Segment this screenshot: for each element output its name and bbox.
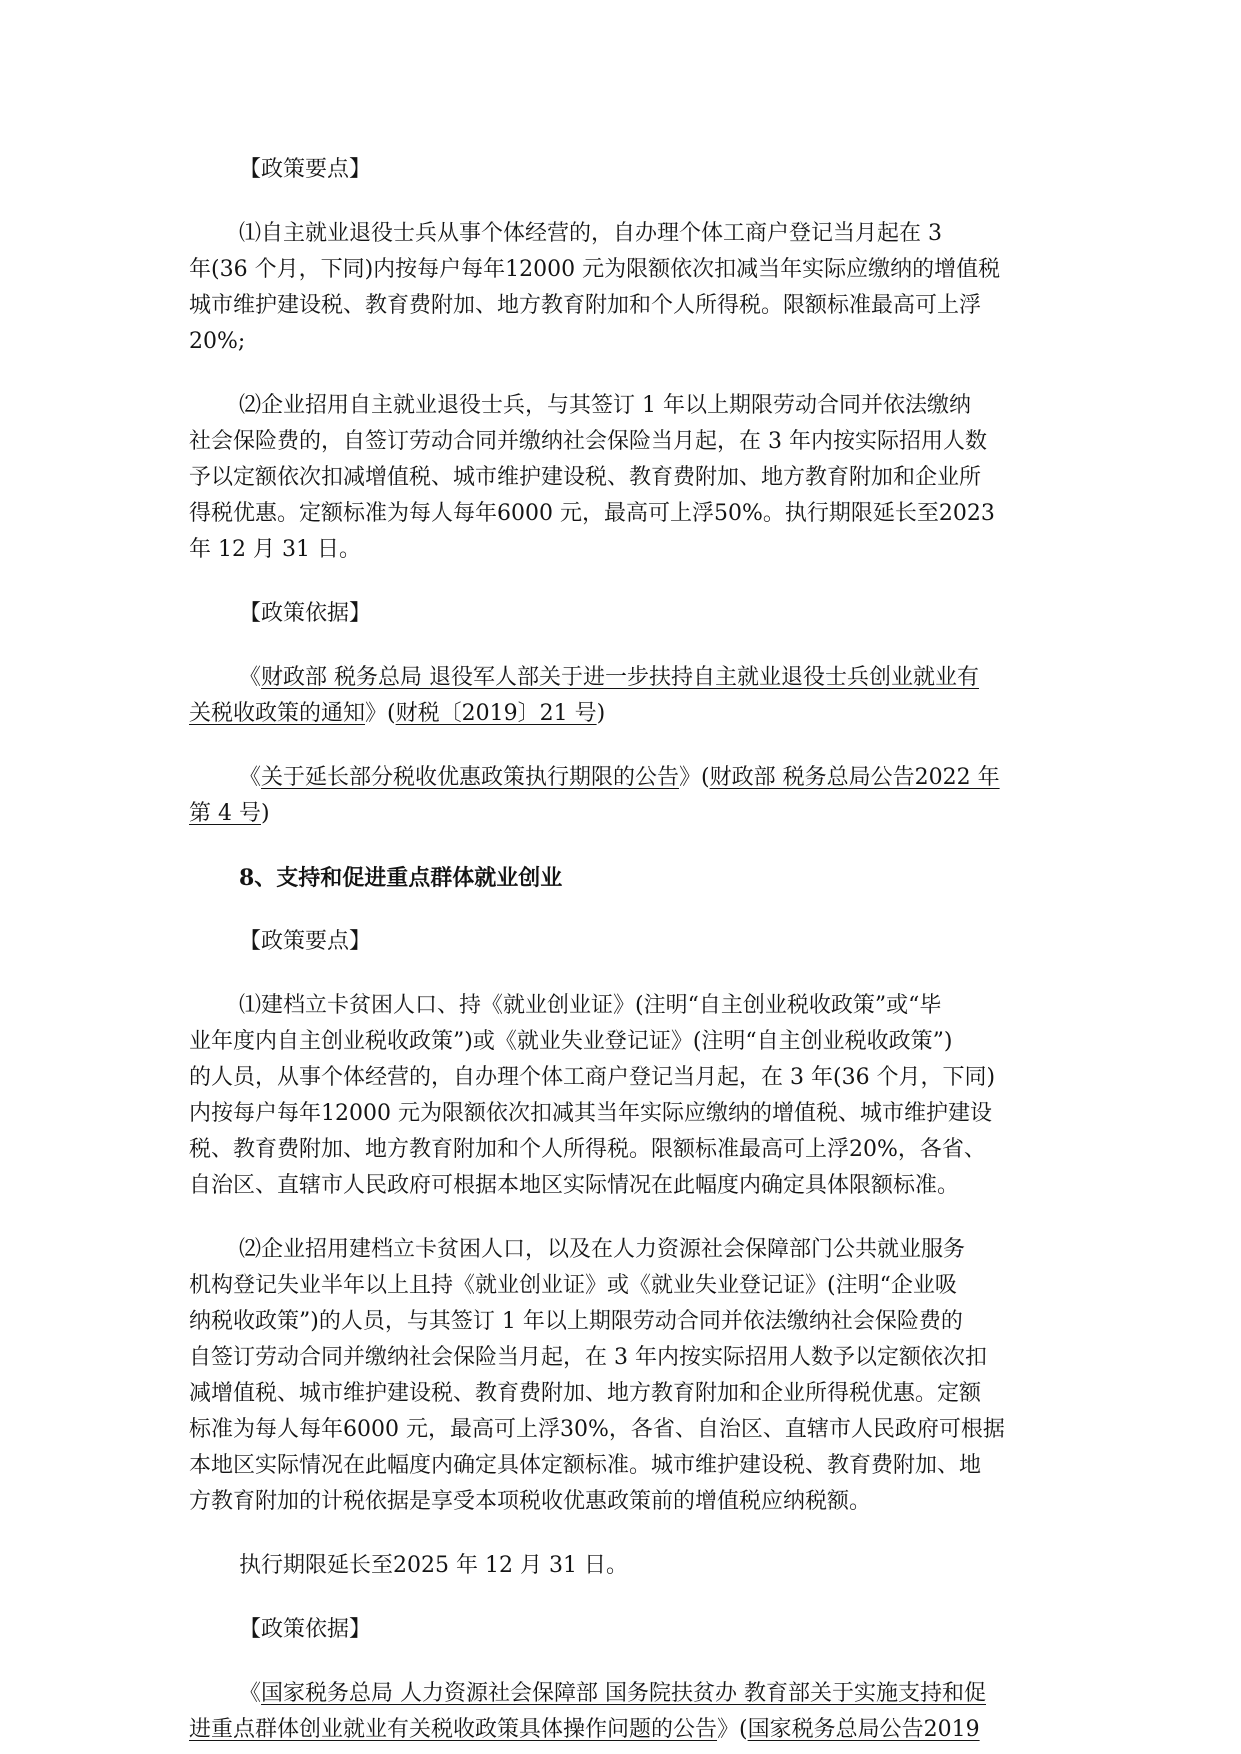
citation-link[interactable]: 国家税务总局 人力资源社会保障部 国务院扶贫办 教育部关于实施支持和促 xyxy=(261,1681,986,1706)
paragraph-line: 执行期限延长至2025 年 12 月 31 日。 xyxy=(239,1553,628,1578)
section-heading-policy-points: 【政策要点】 xyxy=(239,929,372,954)
paragraph-line: 年(36 个月，下同)内按每户每年12000 元为限额依次扣减当年实际应缴纳的增值税 xyxy=(189,257,1001,282)
paragraph-line: 的人员，从事个体经营的，自办理个体工商户登记当月起，在 3 年(36 个月，下同) xyxy=(189,1065,996,1090)
policy-basis-citation xyxy=(189,1676,1051,1748)
paragraph-line: 社会保险费的，自签订劳动合同并缴纳社会保险当月起，在 3 年内按实际招用人数 xyxy=(189,429,987,454)
paragraph-line: 税、教育费附加、地方教育附加和个人所得税。限额标准最高可上浮20%，各省、 xyxy=(189,1137,986,1162)
citation-bracket: ) xyxy=(596,701,606,726)
paragraph-line: 减增值税、城市维护建设税、教育费附加、地方教育附加和企业所得税优惠。定额 xyxy=(189,1381,982,1406)
paragraph-line: 本地区实际情况在此幅度内确定具体定额标准。城市维护建设税、教育费附加、地 xyxy=(189,1453,982,1478)
citation-doc-number-link[interactable]: 第 4 号 xyxy=(189,801,261,826)
document-body xyxy=(189,152,1051,1748)
citation-doc-number-link[interactable]: 国家税务总局公告2019 xyxy=(747,1717,980,1742)
section-heading-policy-basis: 【政策依据】 xyxy=(239,601,372,626)
citation-bracket: 》( xyxy=(717,1717,748,1742)
citation-line xyxy=(189,660,1051,696)
paragraph xyxy=(189,388,1051,568)
paragraph-line: 自签订劳动合同并缴纳社会保险当月起，在 3 年内按实际招用人数予以定额依次扣 xyxy=(189,1345,987,1370)
citation-bracket: 《 xyxy=(239,1681,262,1706)
citation-bracket: ) xyxy=(260,801,270,826)
policy-basis-citation xyxy=(189,760,1051,832)
paragraph-line: 20%; xyxy=(189,329,246,354)
citation-doc-number-link[interactable]: 财税〔2019〕21 号 xyxy=(395,701,597,726)
citation-link[interactable]: 进重点群体创业就业有关税收政策具体操作问题的公告 xyxy=(189,1717,718,1742)
citation-bracket: 》( xyxy=(365,701,396,726)
citation-doc-number-link[interactable]: 财政部 税务总局公告2022 年 xyxy=(709,765,1000,790)
paragraph-line: 业年度内自主创业税收政策”)或《就业失业登记证》(注明“自主创业税收政策”) xyxy=(189,1029,953,1054)
paragraph-line: 年 12 月 31 日。 xyxy=(189,537,361,562)
section-title: 8、支持和促进重点群体就业创业 xyxy=(239,865,563,891)
citation-link[interactable]: 财政部 税务总局 退役军人部关于进一步扶持自主就业退役士兵创业就业有 xyxy=(261,665,980,690)
paragraph-line: 自治区、直辖市人民政府可根据本地区实际情况在此幅度内确定具体限额标准。 xyxy=(189,1173,960,1198)
paragraph-line: 内按每户每年12000 元为限额依次扣减其当年实际应缴纳的增值税、城市维护建设 xyxy=(189,1101,992,1126)
policy-basis-citation xyxy=(189,660,1051,732)
paragraph xyxy=(189,216,1051,360)
citation-bracket: 《 xyxy=(239,665,262,690)
paragraph-line: 机构登记失业半年以上且持《就业创业证》或《就业失业登记证》(注明“企业吸 xyxy=(189,1273,957,1298)
citation-line xyxy=(189,796,1051,832)
paragraph-line: 方教育附加的计税依据是享受本项税收优惠政策前的增值税应纳税额。 xyxy=(189,1489,872,1514)
paragraph-line: ⑵企业招用建档立卡贫困人口，以及在人力资源社会保障部门公共就业服务 xyxy=(239,1237,966,1262)
paragraph-line: ⑴建档立卡贫困人口、持《就业创业证》(注明“自主创业税收政策”或“毕 xyxy=(239,993,942,1018)
paragraph-line: 予以定额依次扣减增值税、城市维护建设税、教育费附加、地方教育附加和企业所 xyxy=(189,465,982,490)
paragraph-line: 纳税收政策”)的人员，与其签订 1 年以上期限劳动合同并依法缴纳社会保险费的 xyxy=(189,1309,963,1334)
citation-line xyxy=(189,760,1051,796)
section-heading-policy-basis: 【政策依据】 xyxy=(239,1617,372,1642)
paragraph xyxy=(189,988,1051,1204)
citation-bracket: 《 xyxy=(239,765,262,790)
citation-line xyxy=(189,1712,1051,1748)
citation-link[interactable]: 关于延长部分税收优惠政策执行期限的公告 xyxy=(261,765,680,790)
paragraph-line: ⑴自主就业退役士兵从事个体经营的，自办理个体工商户登记当月起在 3 xyxy=(239,221,942,246)
citation-line xyxy=(189,1676,1051,1712)
paragraph-line: 标准为每人每年6000 元，最高可上浮30%，各省、自治区、直辖市人民政府可根据 xyxy=(189,1417,1005,1442)
citation-bracket: 》( xyxy=(679,765,710,790)
paragraph-line: ⑵企业招用自主就业退役士兵，与其签订 1 年以上期限劳动合同并依法缴纳 xyxy=(239,393,971,418)
paragraph-line: 城市维护建设税、教育费附加、地方教育附加和个人所得税。限额标准最高可上浮 xyxy=(189,293,982,318)
paragraph xyxy=(189,1232,1051,1520)
citation-line xyxy=(189,696,1051,732)
paragraph-line: 得税优惠。定额标准为每人每年6000 元，最高可上浮50%。执行期限延长至2023 xyxy=(189,501,995,526)
citation-link[interactable]: 关税收政策的通知 xyxy=(189,701,366,726)
section-heading-policy-points: 【政策要点】 xyxy=(239,157,372,182)
